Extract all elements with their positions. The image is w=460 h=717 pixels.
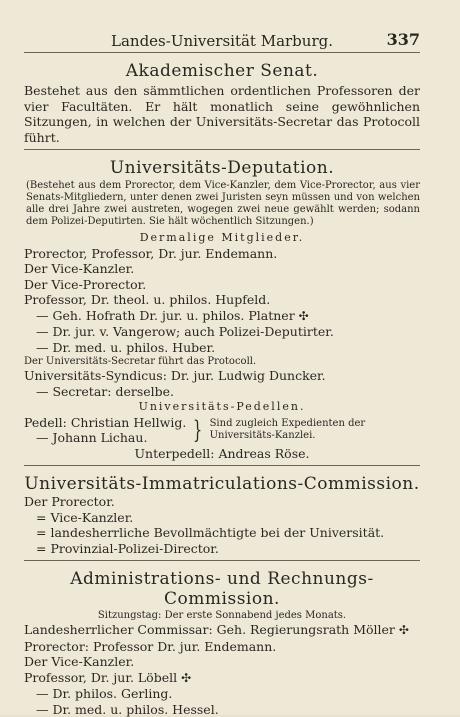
commission-line: = Provinzial-Polizei-Director. (24, 541, 420, 557)
unterpedell-line: Unterpedell: Andreas Röse. (24, 446, 420, 462)
member-line: Professor, Dr. theol. u. philos. Hupfeld. (24, 292, 420, 308)
admin-line-with-cross (24, 670, 420, 687)
heading-senat: Akademischer Senat. (24, 61, 420, 81)
member-line: — Dr. jur. v. Vangerow; auch Polizei-Deputirter. (24, 324, 420, 340)
deputation-text: (Bestehet aus dem Prorector, dem Vice-Kanzler, dem Vice-Prorector, aus vier Senats-Mitgliedern, unter denen zwei Juristen seyn müssen und von welchen alle drei Jahre zwei austreten, wogegen zwei neue gewählt werden; sodann dem Polizei-Deputirten. Sie hält wöchentlich Sitzungen.) (26, 180, 420, 228)
member-line: Der Vice-Prorector. (24, 277, 420, 293)
admin-line: Prorector: Professor Dr. jur. Endemann. (24, 639, 420, 655)
pedell-group (24, 415, 420, 446)
admin-line: — Dr. philos. Gerling. (24, 686, 420, 702)
pedell-line: Pedell: Christian Hellwig. (24, 415, 186, 431)
section-divider (24, 149, 420, 150)
commission-line: Der Prorector. (24, 494, 420, 510)
order-cross-icon: ✣ (399, 623, 409, 637)
brace-icon: } (193, 418, 202, 442)
senat-text: Bestehet aus den sämmtlichen ordentlichen Professoren der vier Facultäten. Er hält monatlich seine gewöhnlichen Sitzungen, in welchen der Universitäts-Secretar das Protocoll führt. (24, 83, 420, 145)
member-line: — Dr. med. u. philos. Huber. (24, 340, 420, 356)
section-divider (24, 560, 420, 561)
session-note: Sitzungstag: Der erste Sonnabend jedes Monats. (24, 609, 420, 622)
heading-deputation: Universitäts-Deputation. (24, 158, 420, 178)
running-header (24, 30, 420, 53)
pedellen-heading: Universitäts-Pedellen. (24, 399, 420, 415)
admin-line: — Dr. med. u. philos. Hessel. (24, 702, 420, 717)
member-line: Der Vice-Kanzler. (24, 261, 420, 277)
member-line: Prorector, Professor, Dr. jur. Endemann. (24, 246, 420, 262)
page-number: 337 (387, 30, 420, 49)
commission-line: = Vice-Kanzler. (24, 510, 420, 526)
section-divider (24, 465, 420, 466)
member-line-with-cross (24, 308, 420, 325)
pedell-note: Sind zugleich Expedienten der Universitäts-Kanzlei. (210, 418, 420, 442)
header-title: Landes-Universität Marburg. (24, 32, 420, 50)
admin-text: Professor, Dr. jur. Löbell (24, 670, 177, 685)
members-heading: Dermalige Mitglieder. (24, 230, 420, 246)
heading-immatriculation: Universitäts-Immatriculations-Commission. (24, 474, 420, 494)
commission-line: = landesherrliche Bevollmächtigte bei der Universität. (24, 525, 420, 541)
syndicus-line: Universitäts-Syndicus: Dr. jur. Ludwig Duncker. (24, 368, 420, 384)
heading-administration: Administrations- und Rechnungs-Commission. (24, 569, 420, 609)
member-text: — Geh. Hofrath Dr. jur. u. philos. Platner (36, 308, 295, 323)
pedell-line: — Johann Lichau. (24, 430, 186, 446)
order-cross-icon: ✣ (181, 671, 191, 685)
admin-text: Landesherrlicher Commissar: Geh. Regierungsrath Möller (24, 622, 395, 637)
secretary-note: Der Universitäts-Secretar führt das Protocoll. (24, 355, 420, 368)
admin-line: Der Vice-Kanzler. (24, 654, 420, 670)
order-cross-icon: ✣ (299, 309, 309, 323)
admin-line-with-cross (24, 622, 420, 639)
secretar-line: — Secretar: derselbe. (24, 384, 420, 400)
